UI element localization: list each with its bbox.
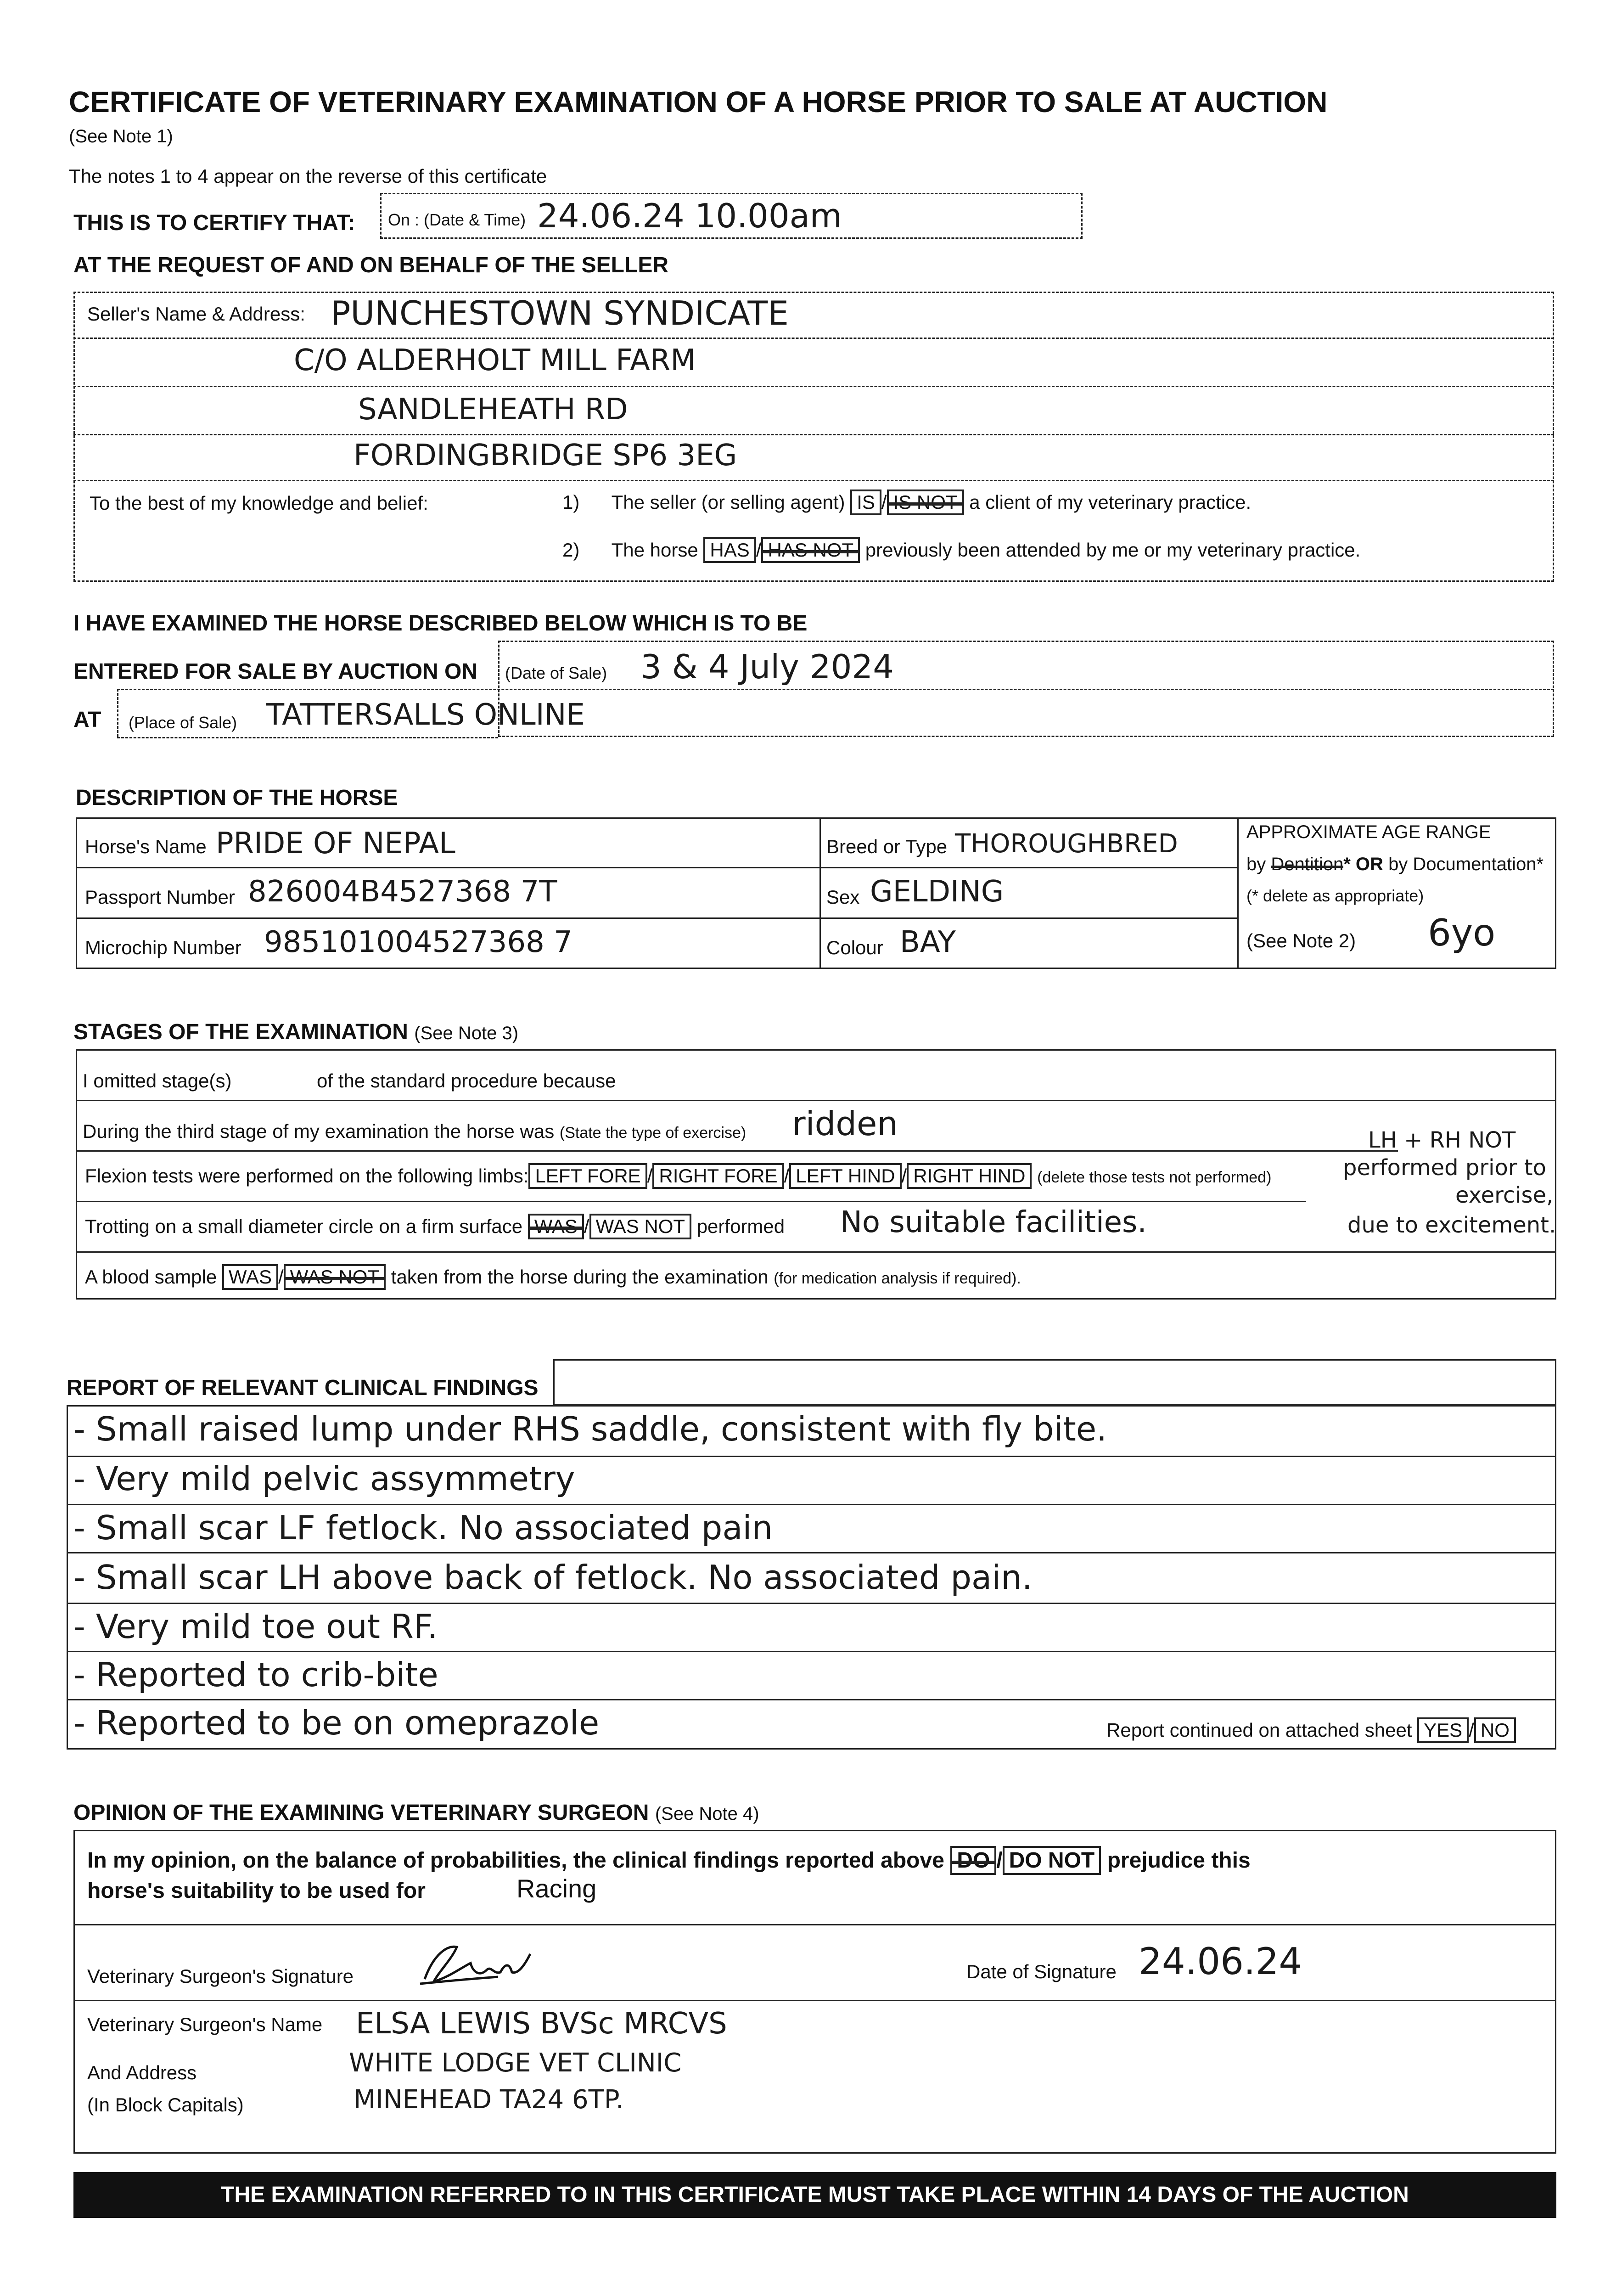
flexion-line xyxy=(85,1163,1271,1189)
report-rule-6 xyxy=(67,1699,1556,1700)
finding-1: - Small raised lump under RHS saddle, consistent with fly bite. xyxy=(73,1410,1107,1448)
seller-rule-4 xyxy=(73,480,1554,481)
sex-value: GELDING xyxy=(870,875,1004,909)
third-stage-line xyxy=(83,1120,746,1142)
seller-label: Seller's Name & Address: xyxy=(87,303,305,325)
certificate-title: CERTIFICATE OF VETERINARY EXAMINATION OF A HORSE PRIOR TO SALE AT AUCTION xyxy=(69,85,1328,118)
item1-slash: / xyxy=(881,491,887,513)
stages-rule-3 xyxy=(76,1201,1306,1202)
item2-slash: / xyxy=(756,539,762,561)
opinion-line-1 xyxy=(87,1846,1251,1875)
stages-heading xyxy=(73,1019,518,1045)
third-stage-value: ridden xyxy=(792,1104,898,1143)
report-heading: REPORT OF RELEVANT CLINICAL FINDINGS xyxy=(67,1376,539,1400)
at-label: AT xyxy=(73,708,101,732)
omitted-label-a: I omitted stage(s) xyxy=(83,1070,232,1092)
vet-address-label: And Address xyxy=(87,2062,197,2083)
passport-value: 826004B4527368 7T xyxy=(248,875,557,909)
age-by: by xyxy=(1246,854,1266,874)
opinion-rule-2 xyxy=(73,2000,1556,2001)
trot-slash: / xyxy=(584,1216,589,1237)
notes-line: The notes 1 to 4 appear on the reverse of this certificate xyxy=(69,165,547,187)
horse-name-value: PRIDE OF NEPAL xyxy=(216,827,455,861)
omitted-label-b: of the standard procedure because xyxy=(317,1070,616,1092)
certify-label: THIS IS TO CERTIFY THAT: xyxy=(73,211,355,235)
item1-option-is: IS xyxy=(850,490,881,515)
report-continued-slash: / xyxy=(1469,1719,1474,1741)
flexion-note-2: performed prior to xyxy=(1343,1155,1546,1181)
trot-option-was-not: WAS NOT xyxy=(589,1214,691,1239)
desc-col-rule-1 xyxy=(819,817,821,969)
seller-line-2: C/O ALDERHOLT MILL FARM xyxy=(294,343,696,377)
item2-post: previously been attended by me or my veterinary practice. xyxy=(865,539,1361,561)
finding-4: - Small scar LH above back of fetlock. No associated pain. xyxy=(73,1558,1033,1597)
desc-col-rule-2 xyxy=(1237,817,1239,969)
flexion-small: (delete those tests not performed) xyxy=(1037,1169,1272,1186)
limb-left-hind: LEFT HIND xyxy=(789,1163,901,1189)
item2-text: The horse xyxy=(611,539,698,561)
vet-address-line-2: MINEHEAD TA24 6TP. xyxy=(354,2085,624,2115)
blood-post: taken from the horse during the examination xyxy=(391,1266,769,1288)
report-continued xyxy=(1106,1717,1516,1743)
seller-rule-3 xyxy=(73,434,1554,435)
stages-rule-4 xyxy=(76,1251,1556,1253)
seller-line-3: SANDLEHEATH RD xyxy=(358,393,628,427)
microchip-value: 985101004527368 7 xyxy=(264,925,572,959)
report-continued-label: Report continued on attached sheet xyxy=(1106,1719,1412,1741)
opinion-line-2: horse's suitability to be used for xyxy=(87,1879,426,1903)
flexion-slash-2: / xyxy=(784,1165,790,1187)
flexion-note-4: due to excitement. xyxy=(1347,1212,1556,1238)
limb-left-fore: LEFT FORE xyxy=(528,1163,647,1189)
seller-rule-1 xyxy=(73,338,1554,339)
trot-line xyxy=(85,1214,785,1239)
age-or: * OR xyxy=(1343,854,1383,874)
place-of-sale-value: TATTERSALLS ONLINE xyxy=(266,698,585,732)
stages-heading-note: (See Note 3) xyxy=(414,1023,519,1043)
footer-bar xyxy=(73,2172,1556,2218)
blood-option-was: WAS xyxy=(222,1264,278,1290)
item1-post: a client of my veterinary practice. xyxy=(969,491,1252,513)
opinion-heading-text: OPINION OF THE EXAMINING VETERINARY SURGEON xyxy=(73,1801,649,1825)
vet-name-value: ELSA LEWIS BVSc MRCVS xyxy=(356,2007,727,2041)
certify-datetime-value: 24.06.24 10.00am xyxy=(537,197,842,235)
vet-block-capitals-label: (In Block Capitals) xyxy=(87,2094,244,2116)
trot-option-was: WAS xyxy=(528,1214,584,1239)
see-note-1: (See Note 1) xyxy=(69,126,173,146)
sale-rule xyxy=(117,689,1554,690)
trot-label: Trotting on a small diameter circle on a firm surface xyxy=(85,1216,523,1237)
age-value: 6yo xyxy=(1428,912,1496,954)
third-stage-small: (State the type of exercise) xyxy=(559,1124,746,1142)
flexion-note-3: exercise, xyxy=(1455,1182,1554,1208)
item1-option-is-not: IS NOT xyxy=(887,490,964,515)
stages-rule-2 xyxy=(76,1150,1398,1152)
certify-on-label: On : (Date & Time) xyxy=(388,210,526,229)
item2-option-has-not: HAS NOT xyxy=(761,537,860,563)
age-see-note: (See Note 2) xyxy=(1246,930,1356,951)
knowledge-label: To the best of my knowledge and belief: xyxy=(90,492,428,514)
knowledge-item-1 xyxy=(562,490,1251,515)
opinion-heading-note: (See Note 4) xyxy=(655,1804,759,1824)
stages-heading-text: STAGES OF THE EXAMINATION xyxy=(73,1020,408,1044)
opinion-text-a: In my opinion, on the balance of probabilities, the clinical findings reported above xyxy=(87,1848,944,1873)
report-rule-1 xyxy=(67,1456,1556,1457)
age-by-line xyxy=(1246,854,1543,875)
finding-7: - Reported to be on omeprazole xyxy=(73,1704,600,1742)
age-by-documentation: by Documentation* xyxy=(1388,854,1544,874)
blood-option-was-not: WAS NOT xyxy=(284,1264,386,1290)
report-heading-box xyxy=(553,1359,1556,1405)
footer-text: THE EXAMINATION REFERRED TO IN THIS CERTIFICATE MUST TAKE PLACE WITHIN 14 DAYS OF THE AUCTION xyxy=(221,2183,1409,2207)
date-of-signature-value: 24.06.24 xyxy=(1139,1940,1302,1983)
limb-right-fore: RIGHT FORE xyxy=(652,1163,784,1189)
trot-value: No suitable facilities. xyxy=(840,1205,1147,1239)
flexion-slash-1: / xyxy=(647,1165,653,1187)
report-rule-4 xyxy=(67,1603,1556,1604)
date-of-sale-value: 3 & 4 July 2024 xyxy=(640,647,894,686)
opinion-text-b: prejudice this xyxy=(1107,1848,1251,1873)
vet-address-line-1: WHITE LODGE VET CLINIC xyxy=(349,2048,682,2078)
item2-option-has: HAS xyxy=(703,537,756,563)
opinion-use-value: Racing xyxy=(516,1874,597,1903)
opinion-slash: / xyxy=(996,1848,1003,1873)
seller-line-1: PUNCHESTOWN SYNDICATE xyxy=(331,294,789,332)
age-heading: APPROXIMATE AGE RANGE xyxy=(1246,822,1491,842)
stages-rule-1 xyxy=(76,1100,1556,1101)
blood-pre: A blood sample xyxy=(85,1266,217,1288)
opinion-option-do: DO xyxy=(950,1846,996,1875)
report-rule-2 xyxy=(67,1504,1556,1505)
colour-value: BAY xyxy=(900,925,956,959)
desc-row-rule-1 xyxy=(76,867,1237,868)
finding-2: - Very mild pelvic assymmetry xyxy=(73,1459,575,1498)
report-rule-3 xyxy=(67,1552,1556,1553)
item1-text: The seller (or selling agent) xyxy=(611,491,845,513)
report-continued-no: NO xyxy=(1474,1717,1516,1743)
opinion-option-do-not: DO NOT xyxy=(1003,1846,1101,1875)
horse-name-label: Horse's Name xyxy=(85,836,207,857)
report-continued-yes: YES xyxy=(1417,1717,1469,1743)
seller-line-4: FORDINGBRIDGE SP6 3EG xyxy=(354,439,737,473)
knowledge-item-2 xyxy=(562,537,1360,563)
sale-rule-v xyxy=(117,689,118,737)
third-stage-label: During the third stage of my examination the horse was xyxy=(83,1120,555,1142)
age-delete-note: (* delete as appropriate) xyxy=(1246,886,1424,905)
place-of-sale-label: (Place of Sale) xyxy=(129,713,237,732)
report-rule-5 xyxy=(67,1651,1556,1652)
breed-label: Breed or Type xyxy=(826,836,948,857)
trot-post: performed xyxy=(696,1216,785,1237)
passport-label: Passport Number xyxy=(85,886,235,908)
finding-3: - Small scar LF fetlock. No associated pain xyxy=(73,1508,773,1547)
flexion-note-1: LH + RH NOT xyxy=(1368,1127,1516,1153)
desc-row-rule-2 xyxy=(76,917,1237,919)
blood-slash: / xyxy=(278,1266,284,1288)
age-dentition: Dentition xyxy=(1271,854,1344,874)
seller-rule-2 xyxy=(73,386,1554,387)
date-of-sale-label: (Date of Sale) xyxy=(505,664,607,682)
date-of-signature-label: Date of Signature xyxy=(966,1961,1117,1982)
limb-right-hind: RIGHT HIND xyxy=(907,1163,1032,1189)
colour-label: Colour xyxy=(826,937,883,958)
opinion-heading xyxy=(73,1800,759,1825)
examined-line: I HAVE EXAMINED THE HORSE DESCRIBED BELOW WHICH IS TO BE xyxy=(73,611,808,636)
flexion-label: Flexion tests were performed on the following limbs: xyxy=(85,1165,529,1187)
item2-number: 2) xyxy=(562,539,580,561)
microchip-label: Microchip Number xyxy=(85,937,241,958)
description-heading: DESCRIPTION OF THE HORSE xyxy=(76,786,398,810)
breed-value: THOROUGHBRED xyxy=(955,829,1178,859)
vet-name-label: Veterinary Surgeon's Name xyxy=(87,2014,323,2035)
blood-line xyxy=(85,1264,1021,1290)
sex-label: Sex xyxy=(826,886,860,908)
entered-label: ENTERED FOR SALE BY AUCTION ON xyxy=(73,659,478,684)
flexion-slash-3: / xyxy=(901,1165,907,1187)
signature-mark xyxy=(406,1936,544,1991)
finding-5: - Very mild toe out RF. xyxy=(73,1607,438,1646)
item1-number: 1) xyxy=(562,491,580,513)
opinion-rule-1 xyxy=(73,1924,1556,1925)
signature-label: Veterinary Surgeon's Signature xyxy=(87,1965,354,1987)
request-line: AT THE REQUEST OF AND ON BEHALF OF THE SELLER xyxy=(73,253,668,277)
blood-small: (for medication analysis if required). xyxy=(774,1270,1021,1287)
sale-rule-left xyxy=(117,737,498,738)
finding-6: - Reported to crib-bite xyxy=(73,1655,438,1694)
